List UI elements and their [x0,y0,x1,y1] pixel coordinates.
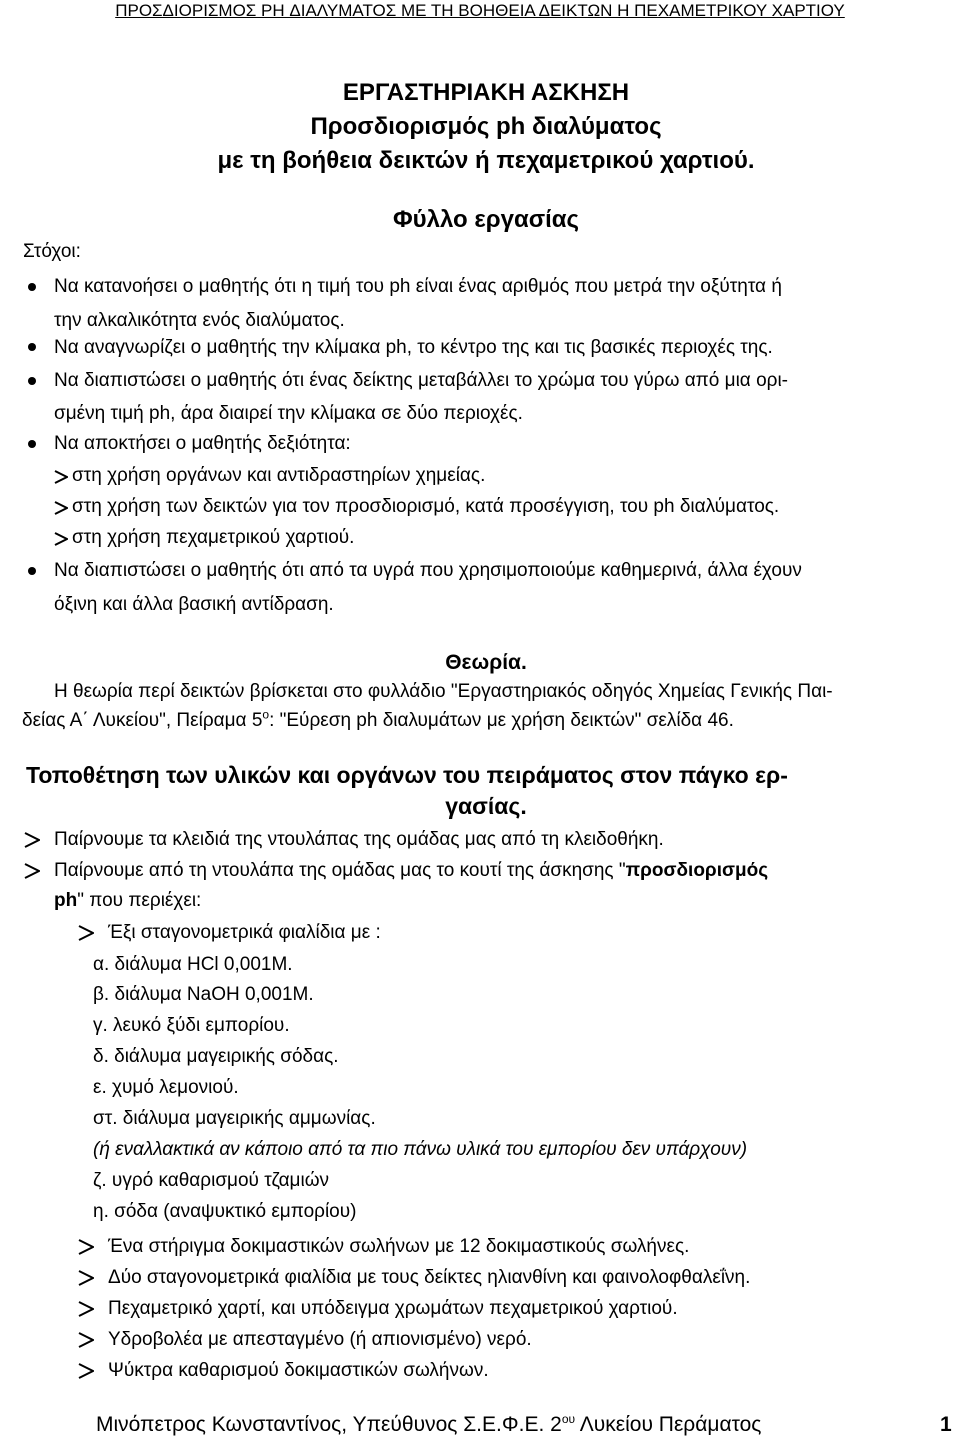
vial-item: η. σόδα (αναψυκτικό εμπορίου) [93,1201,357,1222]
equipment-item: Ψύκτρα καθαρισμού δοκιμαστικών σωλήνων. [108,1360,489,1381]
goal-4-sub-2: στη χρήση των δεικτών για τον προσδιορισμό, κατά προσέγγιση, του ph διαλύματος. [72,496,780,517]
theory-line-1: Η θεωρία περί δεικτών βρίσκεται στο φυλλάδιο "Εργαστηριακός οδηγός Χημείας Γενικής Παι- [54,681,833,702]
alternative-note: (ή εναλλακτικά αν κάποιο από τα πιο πάνω υλικά του εμπορίου δεν υπάρχουν) [93,1139,748,1160]
vial-item: β. διάλυμα NaOH 0,001M. [93,984,314,1005]
equipment-item: Ένα στήριγμα δοκιμαστικών σωλήνων με 12 δοκιμαστικούς σωλήνες. [108,1236,690,1257]
setup-item-2-line-2: ph" που περιέχει: [54,890,202,911]
setup-item-2-line-1: Παίρνουμε από τη ντουλάπα της ομάδας μας το κουτί της άσκησης "προσδιορισμός [54,860,769,881]
bullet-icon [28,377,36,385]
vial-item: α. διάλυμα HCl 0,001M. [93,954,293,975]
footer-author: Μινόπετρος Κωνσταντίνος, Υπεύθυνος Σ.Ε.Φ.Ε. $2^{o\upsilon}$ Λυκείου Περάματος [96,1412,762,1436]
vial-item: δ. διάλυμα μαγειρικής σόδας. [93,1046,339,1067]
goal-3-line-2: σμένη τιμή ph, άρα διαιρεί την κλίμακα σε δύο περιοχές. [54,403,523,424]
goal-4: Να αποκτήσει ο μαθητής δεξιότητα: [54,433,351,454]
exercise-subtitle-2: με τη βοήθεια δεικτών ή πεχαμετρικού χαρτιού. [217,147,755,174]
vial-item: ζ. υγρό καθαρισμού τζαμιών [93,1170,330,1191]
bullet-icon [28,283,36,291]
vials-heading: Έξι σταγονομετρικά φιαλίδια με : [108,922,381,943]
goal-5-line-2: όξινη και άλλα βασική αντίδραση. [54,594,334,615]
goals-heading: Στόχοι: [23,241,81,262]
bullet-icon [28,440,36,448]
running-header: ΠΡΟΣΔΙΟΡΙΣΜΟΣ PH ΔΙΑΛΥΜΑΤΟΣ ΜΕ ΤΗ ΒΟΗΘΕΙΑ ΔΕΙΚΤΩΝ Η ΠΕΧΑΜΕΤΡΙΚΟΥ ΧΑΡΤΙΟΥ [115,1,845,20]
theory-line-2: δείας Α΄ Λυκείου", Πείραμα $5^o$: "Εύρεση ph διαλυμάτων με χρήση δεικτών" σελίδα 46. [22,707,734,731]
exercise-subtitle: Προσδιορισμός ph διαλύματος [310,113,662,140]
equipment-item: Πεχαμετρικό χαρτί, και υπόδειγμα χρωμάτων πεχαμετρικού χαρτιού. [108,1298,678,1319]
vial-item: ε. χυμό λεμονιού. [93,1077,239,1098]
bullet-icon [28,567,36,575]
theory-heading: Θεωρία. [445,651,527,674]
goal-1-line-1: Να κατανοήσει ο μαθητής ότι η τιμή του ph είναι ένας αριθμός που μετρά την οξύτητα ή [54,276,782,297]
setup-item-1: Παίρνουμε τα κλειδιά της ντουλάπας της ομάδας μας από τη κλειδοθήκη. [54,829,664,850]
page-number: 1 [940,1413,952,1436]
goal-2: Να αναγνωρίζει ο μαθητής την κλίμακα ph, το κέντρο της και τις βασικές περιοχές της. [54,337,773,358]
setup-heading-line-2: γασίας. [445,793,527,819]
exercise-title: ΕΡΓΑΣΤΗΡΙΑΚΗ ΑΣΚΗΣΗ [342,79,630,106]
setup-heading-line-1: Τοποθέτηση των υλικών και οργάνων του πειράματος στον πάγκο ερ- [26,762,788,788]
goal-4-sub-3: στη χρήση πεχαμετρικού χαρτιού. [72,527,355,548]
bullet-icon [28,343,36,351]
goal-5-line-1: Να διαπιστώσει ο μαθητής ότι από τα υγρά που χρησιμοποιούμε καθημερινά, άλλα έχουν [54,560,802,581]
goal-4-sub-1: στη χρήση οργάνων και αντιδραστηρίων χημείας. [72,465,486,486]
equipment-item: Υδροβολέα με απεσταγμένο (ή απιονισμένο) νερό. [108,1329,532,1350]
goal-1-line-2: την αλκαλικότητα ενός διαλύματος. [54,310,345,331]
goal-3-line-1: Να διαπιστώσει ο μαθητής ότι ένας δείκτης μεταβάλλει το χρώμα του γύρω από μια ορι- [54,370,788,391]
worksheet-title: Φύλλο εργασίας [392,206,580,233]
equipment-item: Δύο σταγονομετρικά φιαλίδια με τους δείκτες ηλιανθίνη και φαινολοφθαλεΐνη. [108,1267,751,1288]
vial-item: γ. λευκό ξύδι εμπορίου. [93,1015,290,1036]
vial-item: στ. διάλυμα μαγειρικής αμμωνίας. [93,1108,376,1129]
